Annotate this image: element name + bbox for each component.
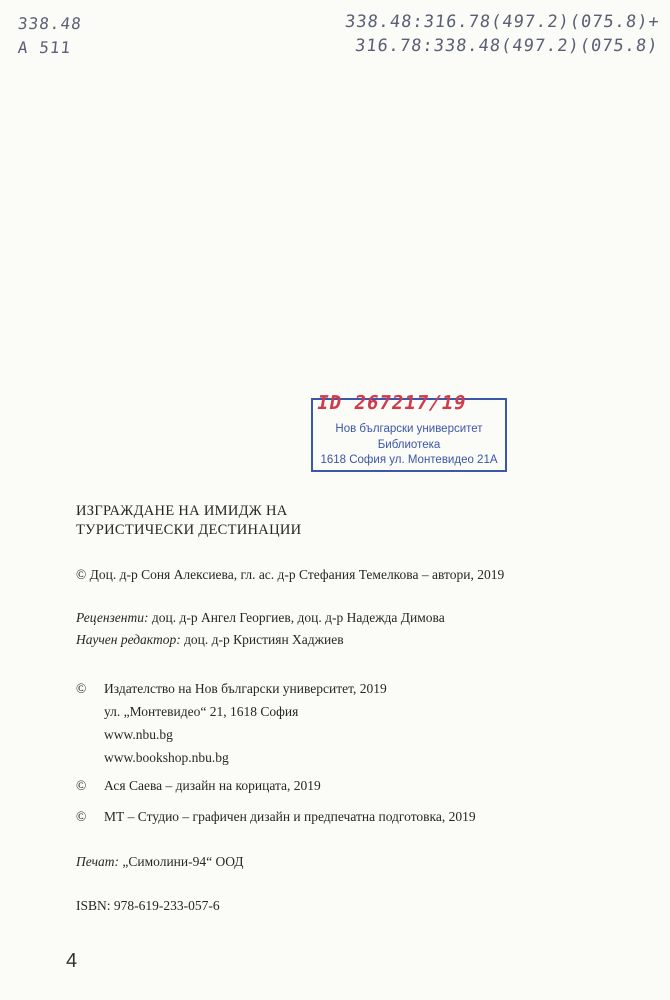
stamp-university-name: Нов български университет xyxy=(335,423,483,435)
handwritten-classification-left-2: A 511 xyxy=(17,38,73,57)
stamp-inventory-code: ID 267217/19 xyxy=(315,392,469,414)
publisher-address: ул. „Монтевидео“ 21, 1618 София xyxy=(104,704,299,719)
publisher-bookshop: www.bookshop.nbu.bg xyxy=(104,750,229,765)
authors-copyright-text: Доц. д-р Соня Алексиева, гл. ас. д-р Стефания Темелкова – автори, 2019 xyxy=(89,567,505,582)
handwritten-classification-right-1: 338.48:316.78(497.2)(075.8)+ xyxy=(343,12,661,32)
publisher-website: www.nbu.bg xyxy=(104,727,173,742)
copyright-symbol: © xyxy=(76,681,87,696)
handwritten-classification-left-1: 338.48 xyxy=(17,14,83,33)
cover-design-copyright xyxy=(76,777,321,795)
scientific-editor xyxy=(76,631,344,649)
copyright-symbol: © xyxy=(76,567,87,582)
reviewers xyxy=(76,609,445,627)
editor-label: Научен редактор: xyxy=(76,632,181,647)
reviewers-text: доц. д-р Ангел Георгиев, доц. д-р Надежда Димова xyxy=(151,610,445,625)
graphic-design-text: МТ – Студио – графичен дизайн и предпечатна подготовка, 2019 xyxy=(104,809,476,824)
reviewers-label: Рецензенти: xyxy=(76,610,149,625)
handwritten-classification-right-2: 316.78:338.48(497.2)(075.8) xyxy=(353,36,660,56)
graphic-design-copyright xyxy=(76,808,476,826)
library-stamp xyxy=(311,392,507,472)
isbn: ISBN: 978-619-233-057-6 xyxy=(76,898,220,913)
stamp-address: 1618 София ул. Монтевидео 21А xyxy=(320,454,498,466)
printer xyxy=(76,853,244,871)
book-title-line-2: ТУРИСТИЧЕСКИ ДЕСТИНАЦИИ xyxy=(76,522,302,538)
stamp-library-label: Библиотека xyxy=(377,438,441,451)
copyright-symbol: © xyxy=(76,778,87,793)
page-number: 4 xyxy=(66,950,78,972)
book-title-line-1: ИЗГРАЖДАНЕ НА ИМИДЖ НА xyxy=(76,503,288,519)
publisher-copyright xyxy=(76,680,387,698)
cover-design-text: Ася Саева – дизайн на корицата, 2019 xyxy=(104,778,321,793)
publisher-name: Издателство на Нов български университет, 2019 xyxy=(104,681,387,696)
print-text: „Симолини-94“ ООД xyxy=(122,854,244,869)
copyright-symbol: © xyxy=(76,809,87,824)
book-title xyxy=(76,502,301,540)
publisher-details xyxy=(76,703,298,767)
authors-copyright xyxy=(76,566,504,584)
print-label: Печат: xyxy=(76,854,119,869)
editor-text: доц. д-р Кристиян Хаджиев xyxy=(184,632,344,647)
